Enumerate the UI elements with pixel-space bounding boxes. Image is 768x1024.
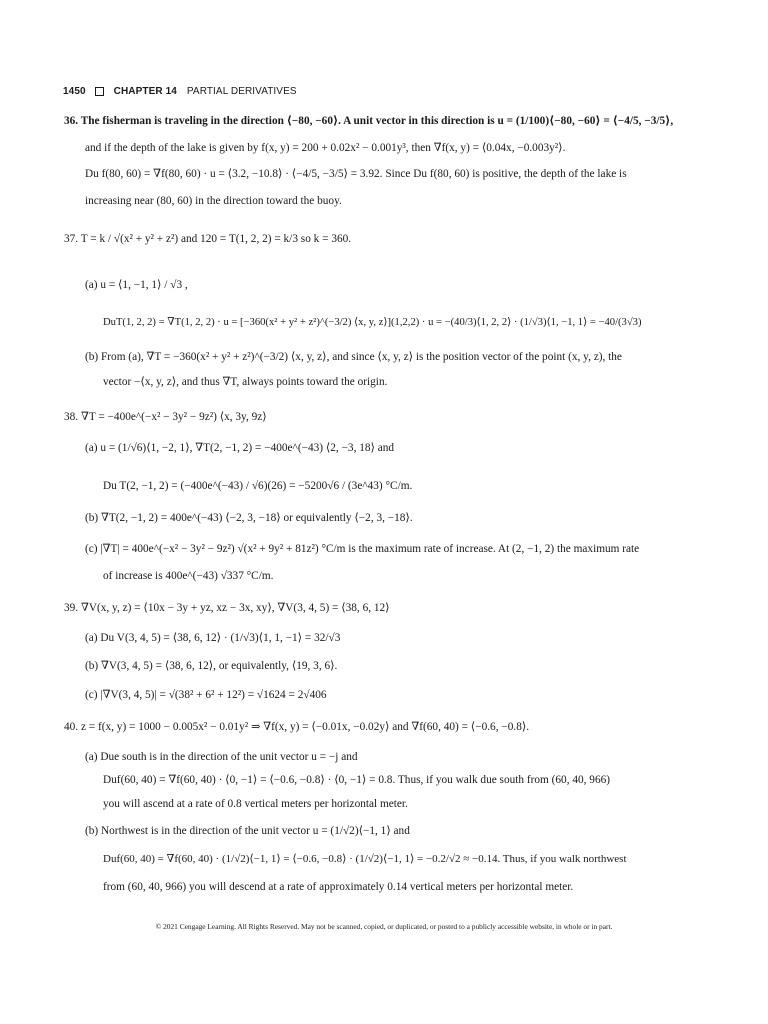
exercise-39a-line: (a) Du V(3, 4, 5) = ⟨38, 6, 12⟩ · (1/√3)⟨1, 1, −1⟩ = 32/√3 [85, 632, 341, 644]
exercise-36-line-2: and if the depth of the lake is given by f(x, y) = 200 + 0.02x² − 0.001y³, then ∇f(x, y) = ⟨0.04x, −0.003y²⟩. [85, 142, 566, 154]
exercise-40b-line-3: from (60, 40, 966) you will descend at a rate of approximately 0.14 vertical meters per horizontal meter. [103, 881, 574, 893]
exercise-40a-line-3: you will ascend at a rate of 0.8 vertical meters per horizontal meter. [103, 798, 408, 810]
exercise-36-line-3: Du f(80, 60) = ∇f(80, 60) · u = ⟨3.2, −10.8⟩ · ⟨−4/5, −3/5⟩ = 3.92. Since Du f(80, 60) is positive, the depth of the lake is [85, 168, 627, 180]
exercise-37b-line-2: vector −⟨x, y, z⟩, and thus ∇T, always points toward the origin. [103, 376, 388, 388]
chapter-label: CHAPTER 14 [113, 85, 177, 97]
exercise-39b-line: (b) ∇V(3, 4, 5) = ⟨38, 6, 12⟩, or equivalently, ⟨19, 3, 6⟩. [85, 660, 338, 672]
exercise-38b-line: (b) ∇T(2, −1, 2) = 400e^(−43) ⟨−2, 3, −18⟩ or equivalently ⟨−2, 3, −18⟩. [85, 512, 413, 524]
exercise-37-line-1: 37. T = k / √(x² + y² + z²) and 120 = T(1, 2, 2) = k/3 so k = 360. [64, 233, 352, 245]
exercise-40-line-1: 40. z = f(x, y) = 1000 − 0.005x² − 0.01y² ⇒ ∇f(x, y) = ⟨−0.01x, −0.02y⟩ and ∇f(60, 40) = ⟨−0.6, −0.8⟩. [64, 721, 530, 733]
exercise-40a-line-2: Duf(60, 40) = ∇f(60, 40) · ⟨0, −1⟩ = ⟨−0.6, −0.8⟩ · ⟨0, −1⟩ = 0.8. Thus, if you walk due south from (60, 40, 966) [103, 774, 611, 786]
exercise-36-line-1: 36. The fisherman is traveling in the direction ⟨−80, −60⟩. A unit vector in this direction is u = (1/100)⟨−80, −60⟩ = ⟨−4/5, −3/5⟩, [64, 115, 674, 127]
exercise-38-line-1: 38. ∇T = −400e^(−x² − 3y² − 9z²) ⟨x, 3y, 9z⟩ [64, 411, 267, 423]
exercise-38c-line-2: of increase is 400e^(−43) √337 °C/m. [103, 570, 274, 582]
page-number: 1450 [63, 85, 86, 97]
exercise-38a-line-2: Du T(2, −1, 2) = (−400e^(−43) / √6)(26) = −5200√6 / (3e^43) °C/m. [103, 480, 413, 492]
running-header [63, 84, 297, 98]
exercise-39-line-1: 39. ∇V(x, y, z) = ⟨10x − 3y + yz, xz − 3x, xy⟩, ∇V(3, 4, 5) = ⟨38, 6, 12⟩ [64, 602, 390, 614]
exercise-37a-line-1: (a) u = ⟨1, −1, 1⟩ / √3 , [85, 279, 188, 291]
exercise-37a-line-2: DuT(1, 2, 2) = ∇T(1, 2, 2) · u = [−360(x² + y² + z²)^(−3/2) ⟨x, y, z⟩](1,2,2) · u = −(40/3)⟨1, 2, 2⟩ · (1/√3)⟨1, −1, 1⟩ = −40/(3√3) [103, 317, 642, 328]
copyright-footer: © 2021 Cengage Learning. All Rights Reserved. May not be scanned, copied, or duplicated, or posted to a publicly accessible website, in whole or in part. [155, 922, 613, 931]
exercise-39c-line: (c) |∇V(3, 4, 5)| = √(38² + 6² + 12²) = √1624 = 2√406 [85, 689, 327, 701]
exercise-40b-line-2: Duf(60, 40) = ∇f(60, 40) · (1/√2)⟨−1, 1⟩ = ⟨−0.6, −0.8⟩ · (1/√2)⟨−1, 1⟩ = −0.2/√2 ≈ −0.14. Thus, if you walk northwest [103, 853, 627, 865]
exercise-38a-line-1: (a) u = (1/√6)⟨1, −2, 1⟩, ∇T(2, −1, 2) = −400e^(−43) ⟨2, −3, 18⟩ and [85, 442, 395, 454]
exercise-36-line-4: increasing near (80, 60) in the direction toward the buoy. [85, 195, 342, 207]
exercise-40a-line-1: (a) Due south is in the direction of the unit vector u = −j and [85, 751, 358, 763]
header-box-icon [95, 87, 104, 96]
exercise-37b-line-1: (b) From (a), ∇T = −360(x² + y² + z²)^(−3/2) ⟨x, y, z⟩, and since ⟨x, y, z⟩ is the position vector of the point (x, y, z), the [85, 351, 622, 363]
chapter-title: PARTIAL DERIVATIVES [186, 85, 297, 97]
exercise-40b-line-1: (b) Northwest is in the direction of the unit vector u = (1/√2)⟨−1, 1⟩ and [85, 825, 410, 837]
exercise-38c-line-1: (c) |∇T| = 400e^(−x² − 3y² − 9z²) √(x² + 9y² + 81z²) °C/m is the maximum rate of increase. At (2, −1, 2) the maximum rate [85, 543, 640, 555]
